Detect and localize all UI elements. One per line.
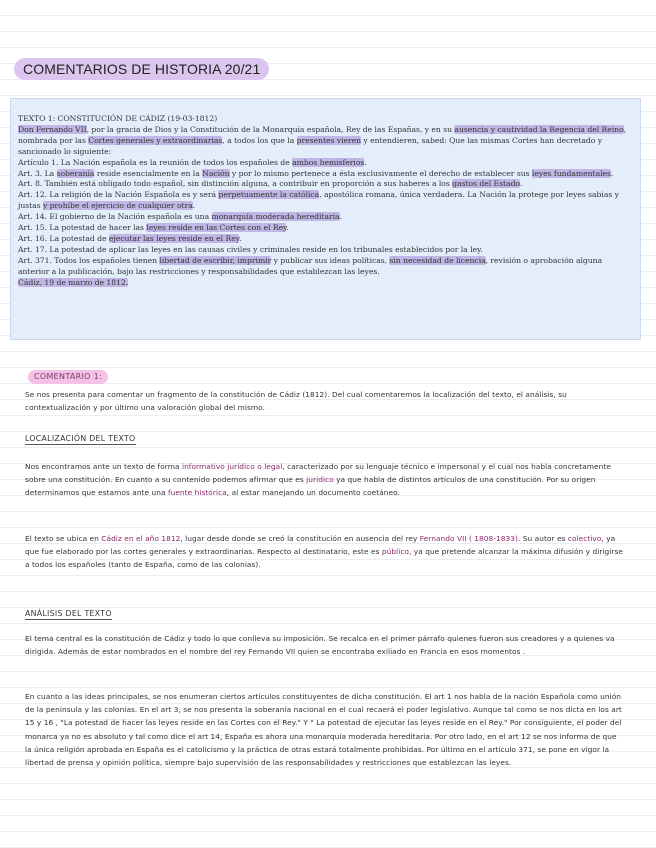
source-closing: Cádiz, 19 de marzo de 1812. <box>18 277 129 287</box>
highlighted-phrase: leyes reside en las Cortes con el Rey <box>146 223 287 233</box>
analisis-paragraph-1 <box>25 632 625 658</box>
source-article <box>18 169 634 180</box>
text-run: Art. 15. La potestad de hacer las <box>18 223 147 233</box>
text-run: Art. 16. La potestad de <box>18 233 109 243</box>
text-run: reside esencialmente en la <box>94 168 203 178</box>
text-run: , ya que pretende alcanzar la máxima difusión y dirigirse a todos los españoles (tanto de España, como de las colonias). <box>25 547 623 570</box>
text-run: , por la gracia de Dios y la Constitución de la Monarquía española, Rey de las Españas, y en su <box>86 124 455 134</box>
highlighted-phrase: gastos del Estado <box>452 179 520 189</box>
localizacion-p2-text <box>25 532 625 572</box>
text-run: , ya que fue elaborado por las cortes generales y extraordinarias. Respecto al destinatario, este es <box>25 534 616 557</box>
text-run: . <box>192 201 196 211</box>
source-article <box>18 179 634 190</box>
source-article <box>18 234 634 245</box>
text-run: , lugar desde donde se creó la constitución en ausencia del rey <box>180 534 420 543</box>
text-run: Art. 14. El gobierno de la Nación española es una <box>18 212 212 222</box>
page-title: COMENTARIOS DE HISTORIA 20/21 <box>14 58 269 80</box>
text-run: Artículo 1. La Nación española es la reunión de todos los españoles de <box>18 157 293 167</box>
text-run: y por lo mismo pertenece a ésta exclusivamente el derecho de establecer sus <box>229 168 532 178</box>
text-run: , revisión o aprobación alguna anterior a la publicación, bajo las restricciones y responsabilidades que establezcan las leyes. <box>18 255 603 276</box>
text-run: . <box>364 157 367 167</box>
source-article <box>18 212 634 223</box>
text-run: , nombrada por las <box>18 124 627 145</box>
text-run: Art. 371. Todos los españoles tienen <box>18 255 160 265</box>
analisis-p1-text: El tema central es la constitución de Cádiz y todo lo que conlleva su imposición. Se recalca en el primer párrafo quienes fueron sus creadores y a quienes va dirigida. Además de estar nombrados en el nombre del rey Fernando VII quien se encontraba exiliado en Francia en esos momentos . <box>25 634 615 657</box>
text-run: , apostólica romana, única verdadera. La Nación la protege por leyes sabias y justas <box>18 190 619 211</box>
text-run: Art. 3. La <box>18 168 57 178</box>
text-run: . <box>286 223 289 233</box>
text-run: ya que habla de distintos artículos de una constitución. Por su origen determinamos que estamos ante una <box>25 475 596 498</box>
text-run: . <box>519 179 523 189</box>
highlighted-phrase: monarquía moderada hereditaria <box>211 212 340 222</box>
text-run: El texto se ubica en <box>25 534 102 543</box>
text-run: , caracterizado por su lenguaje técnico e impersonal y el cual nos habla concretamente sobre una constitución. En cuanto a su contenido podemos afirmar que es <box>25 462 611 485</box>
emphasized-phrase: Fernando VII ( 1808-1833) <box>419 534 518 543</box>
highlighted-phrase: perpetuamente la católica <box>218 190 320 200</box>
section-heading-localizacion: LOCALIZACIÓN DEL TEXTO <box>25 434 136 443</box>
localizacion-paragraph-2 <box>25 532 625 572</box>
comment-label: COMENTARIO 1: <box>28 370 108 384</box>
localizacion-p1-text <box>25 460 625 500</box>
text-run: , al estar manejando un documento coetáneo. <box>226 488 400 498</box>
highlighted-phrase: sin necesidad de licencia <box>389 255 486 265</box>
text-run: y entendieren, sabed: Que las mismas Cortes han decretado y sancionado lo siguiente: <box>18 135 603 156</box>
text-run: . <box>339 212 342 222</box>
section-heading-analisis: ANÁLISIS DEL TEXTO <box>25 609 112 618</box>
emphasized-phrase: fuente histórica <box>167 488 227 498</box>
text-run: . <box>239 233 242 243</box>
emphasized-phrase: Cádiz en el año 1812 <box>101 534 181 543</box>
source-articles <box>18 158 634 278</box>
source-text-box <box>10 98 641 340</box>
highlighted-phrase: soberanía <box>56 168 95 178</box>
intro-paragraph-text: Se nos presenta para comentar un fragmento de la constitución de Cádiz (1812). Del cual comentaremos la localización del texto, el análisis, su contextualización y por último una valoración global del mismo. <box>25 390 567 413</box>
emphasized-phrase: colectivo <box>567 534 602 543</box>
highlighted-phrase: ambos hemisferios <box>292 157 365 167</box>
text-run: . <box>610 168 614 178</box>
source-article <box>18 256 634 278</box>
text-run: , a todos los que la <box>222 135 297 145</box>
highlighted-phrase: libertad de escribir, imprimir <box>159 255 272 265</box>
source-intro <box>18 125 634 158</box>
highlighted-phrase: ejecutar las leyes reside en el Rey <box>108 233 239 243</box>
source-title: TEXTO 1: CONSTITUCIÓN DE CÁDIZ (19-03-1812) <box>18 114 218 123</box>
highlighted-phrase: y prohíbe el ejercicio de cualquier otra <box>43 201 193 211</box>
text-run: Art. 17. La potestad de aplicar las leyes en las causas civiles y criminales reside en los tribunales establecidos por la ley. <box>18 244 483 254</box>
text-run: . Su autor es <box>517 534 568 543</box>
emphasized-phrase: público <box>381 547 409 557</box>
text-run: y publicar sus ideas políticas, <box>271 255 390 265</box>
highlighted-phrase: ausencia y cautividad la Regencia del Reino <box>454 124 624 134</box>
text-run: Art. 8. También está obligado todo español, sin distinción alguna, a contribuir en proporción a sus haberes a los <box>18 179 453 189</box>
text-run: Nos encontramos ante un texto de forma <box>25 462 182 471</box>
intro-paragraph <box>25 388 625 414</box>
text-run: Art. 12. La religión de la Nación Española es y será <box>18 190 219 200</box>
highlighted-phrase: leyes fundamentales <box>531 168 611 178</box>
highlighted-phrase: Don Fernando VII <box>18 124 87 134</box>
localizacion-paragraph-1 <box>25 460 625 500</box>
source-article <box>18 190 634 212</box>
highlighted-phrase: presentes vieren <box>296 135 362 145</box>
highlighted-phrase: Cortes generales y extraordinarias <box>88 135 223 145</box>
analisis-paragraph-2 <box>25 690 625 769</box>
source-article <box>18 158 634 169</box>
emphasized-phrase: jurídico <box>306 475 334 485</box>
source-article <box>18 223 634 234</box>
highlighted-phrase: Nación <box>202 168 230 178</box>
emphasized-phrase: informativo jurídico o legal <box>181 462 283 471</box>
analisis-p2-text: En cuanto a las ideas principales, se nos enumeran ciertos artículos constituyentes de dicha constitución. El art 1 nos habla de la nación Española como unión de la península y las colonias. En el art 3, se nos presenta la soberanía nacional en el cual recaerá el poder legislativo. Aunque tal como se nos dicta en los art 15 y 16 , "La potestad de hacer las leyes reside en las Cortes con el Rey." Y " La potestad de ejecutar las leyes reside en el Rey." Por consiguiente, el poder del monarca ya no es absoluto y tal como dice el art 14, España es ahora una monarquía moderada hereditaria. Por otro lado, en el art 12 se nos informa de que la única religión aprobada en España es el catolicismo y la práctica de otras estará totalmente prohibidas. Por último en el artículo 371, se pone en vigor la libertad de prensa y opinión política, siempre bajo supervisión de las responsabilidades y restricciones que establezcan las leyes. <box>25 692 622 768</box>
source-article <box>18 245 634 256</box>
